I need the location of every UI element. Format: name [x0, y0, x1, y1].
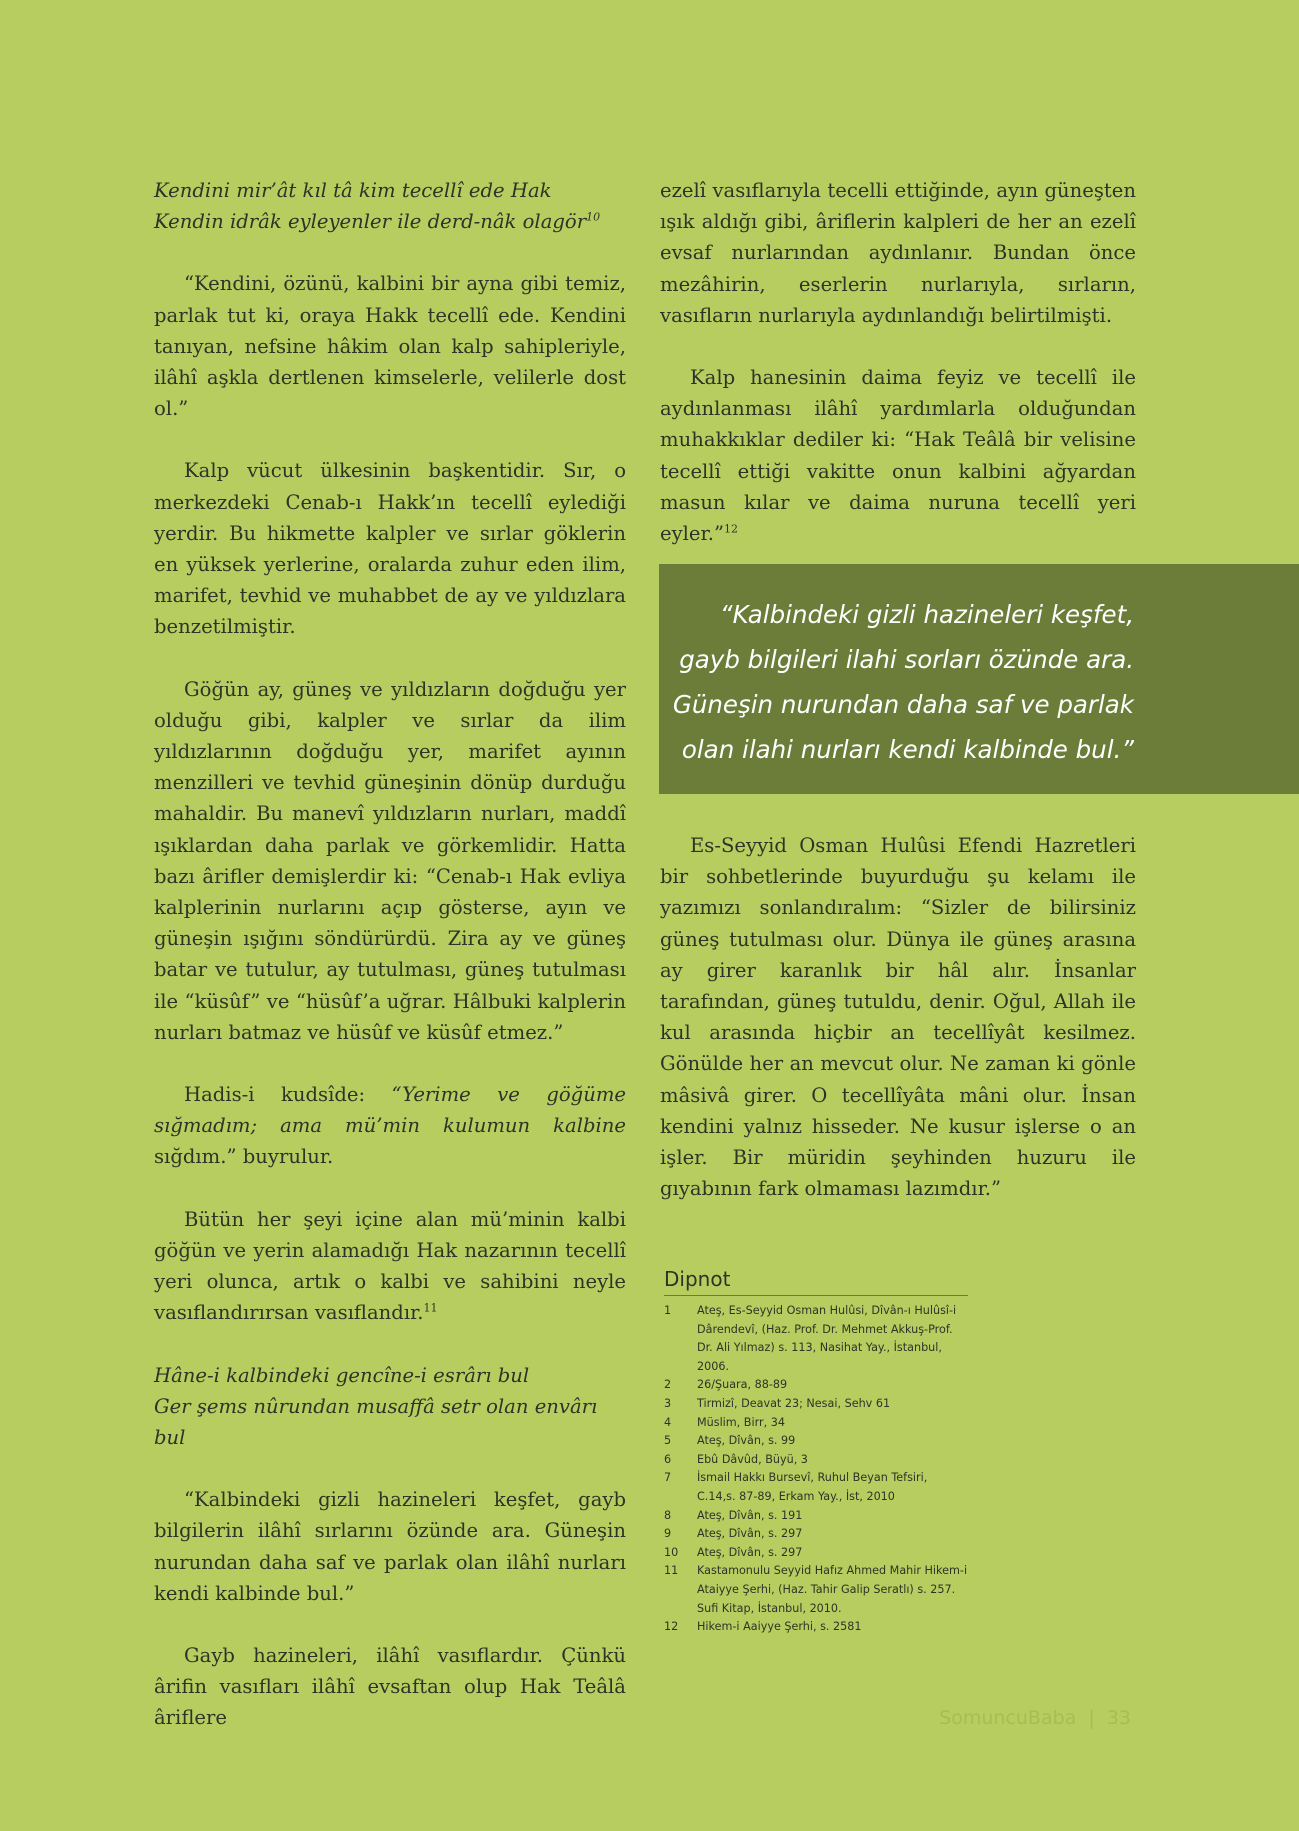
- footnote-item: [664, 1618, 968, 1637]
- footnote-text: Kastamonulu Seyyid Hafız Ahmed Mahir Hikem-i Ataiyye Şerhi, (Haz. Tahir Galip Seratlı) s. 257. Sufi Kitap, İstanbul, 2010.: [697, 1564, 968, 1615]
- paragraph: Bütün her şeyi içine alan mü’minin kalbi göğün ve yerin alamadığı Hak nazarının tecellî yeri olunca, artık o kalbi ve sahibini neyle vasıflandırırsan vasıflandır.$^{11}$: [154, 1207, 626, 1325]
- footnotes-title: Dipnot: [664, 1267, 968, 1296]
- footnote-number: 4: [664, 1415, 672, 1429]
- footnote-number: 2: [664, 1378, 672, 1392]
- footnote-item: [664, 1414, 968, 1433]
- footnotes-list: [664, 1302, 968, 1637]
- footnote-item: [664, 1525, 968, 1544]
- footnote-item: [664, 1376, 968, 1395]
- footnote-text: Ateş, Dîvân, s. 297: [697, 1527, 803, 1541]
- footnote-item: [664, 1544, 968, 1563]
- verse-line: Kendin idrâk eyleyenler ile derd-nâk olagör$^{10}$: [154, 210, 601, 234]
- footnote-text: Ebû Dâvûd, Büyü, 3: [697, 1452, 808, 1466]
- footnote-number: 5: [664, 1434, 672, 1448]
- separator: |: [1088, 1707, 1095, 1729]
- footnote-item: [664, 1469, 968, 1506]
- footnote-text: Hikem-i Aaiyye Şerhi, s. 2581: [697, 1620, 862, 1634]
- magazine-name: SomuncuBaba: [939, 1707, 1077, 1729]
- pull-quote: [659, 564, 1299, 794]
- pull-quote-line: gayb bilgileri ilahi sorları özünde ara.: [679, 645, 1134, 674]
- footnote-number: 11: [664, 1564, 679, 1578]
- footnote-text: Ateş, Dîvân, s. 191: [697, 1508, 803, 1522]
- footnote-number: 1: [664, 1304, 672, 1317]
- footnote-ref: 10: [586, 210, 601, 224]
- verse-line: Ger şems nûrundan musaffâ setr olan envârı bul: [154, 1394, 598, 1449]
- verse-line: Hâne-i kalbindeki gencîne-i esrârı bul: [154, 1363, 530, 1387]
- page-footer: [939, 1707, 1131, 1729]
- verse-line: Kendini mir’ât kıl tâ kim tecellî ede Hak: [154, 179, 552, 202]
- page-number: 33: [1106, 1707, 1131, 1729]
- pull-quote-line: Güneşin nurundan daha saf ve parlak: [672, 690, 1134, 719]
- footnote-text: Ateş, Es-Seyyid Osman Hulûsi, Dîvân-ı Hulûsî-i Dârendevî, (Haz. Prof. Dr. Mehmet Akkuş-Prof. Dr. Ali Yılmaz) s. 113, Nasihat Yay., İstanbul, 2006.: [697, 1304, 957, 1373]
- footnote-text: İsmail Hakkı Bursevî, Ruhul Beyan Tefsiri, C.14,s. 87-89, Erkam Yay., İst, 2010: [697, 1471, 928, 1503]
- paragraph: Hadis-i kudsîde: “Yerime ve göğüme sığmadım; ama mü’min kulumun kalbine sığdım.” buyrulur.: [154, 1083, 627, 1169]
- footnote-number: 12: [664, 1620, 679, 1634]
- footnote-item: [664, 1432, 968, 1451]
- footnote-text: Müslim, Birr, 34: [697, 1415, 785, 1429]
- footnote-text: Tirmizî, Deavat 23; Nesai, Sehv 61: [697, 1396, 891, 1410]
- footnote-number: 7: [664, 1471, 672, 1485]
- footnote-text: Ateş, Dîvân, s. 99: [697, 1434, 796, 1448]
- hadith-quote: “Yerime ve göğüme sığmadım; ama mü’min kulumun kalbine: [154, 1083, 627, 1138]
- pull-quote-text: [659, 592, 1134, 772]
- paragraph: Göğün ay, güneş ve yıldızların doğduğu yer olduğu gibi, kalpler ve sırlar da ilim yıldızlarının doğduğu yer, marifet ayının menzilleri ve tevhid güneşinin dönüp durduğu mahaldir. Bu manevî yıldızların nurları, maddî ışıklardan daha parlak ve görkemlidir. Hatta bazı ârifler demişlerdir ki: “Cenab-ı Hak evliya kalplerinin nurlarını açıp gösterse, ayın ve güneşin ışığını söndürürdü. Zira ay ve güneş batar ve tutulur, ay tutulması, güneş tutulması ile “küsûf” ve “hüsûf’a uğrar. Hâlbuki kalplerin nurları batmaz ve hüsûf ve küsûf etmez.”: [154, 677, 626, 1044]
- paragraph: “Kendini, özünü, kalbini bir ayna gibi temiz, parlak tut ki, oraya Hakk tecellî ede. Kendini tanıyan, nefsine hâkim olan kalp sahipleriyle, ilâhî aşkla dertlenen kimselerle, velilerle dost ol.”: [154, 272, 626, 421]
- paragraph: Kalp vücut ülkesinin başkentidir. Sır, o merkezdeki Cenab-ı Hakk’ın tecellî eylediği yerdir. Bu hikmette kalpler ve sırlar göklerin en yüksek yerlerine, oralarda zuhur eden ilim, marifet, tevhid ve muhabbet de ay ve yıldızlara benzetilmiştir.: [154, 459, 626, 639]
- left-column: [154, 175, 626, 1734]
- pull-quote-line: “Kalbindeki gizli hazineleri keşfet,: [719, 600, 1134, 629]
- footnote-number: 6: [664, 1452, 672, 1466]
- right-column-lower: [660, 830, 1136, 1204]
- footnote-item: [664, 1562, 968, 1618]
- footnote-text: 26/Şuara, 88-89: [697, 1378, 788, 1392]
- footnote-item: [664, 1451, 968, 1470]
- footnote-number: 9: [664, 1527, 672, 1541]
- footnote-number: 10: [664, 1545, 679, 1559]
- paragraph: Kalp hanesinin daima feyiz ve tecellî ile aydınlanması ilâhî yardımlarla olduğundan muhakkıklar dediler ki: “Hak Teâlâ bir velisine tecellî ettiği vakitte onun kalbini ağyardan masun kılar ve daima nuruna tecellî yeri eyler.”$^{12}$: [660, 366, 1136, 546]
- footnote-item: [664, 1507, 968, 1526]
- footnotes: [664, 1267, 968, 1637]
- paragraph: ezelî vasıflarıyla tecelli ettiğinde, ayın güneşten ışık aldığı gibi, âriflerin kalpleri de her an ezelî evsaf nurlarından aydınlanır. Bundan önce mezâhirin, eserlerin nurlarıyla, sırların, vasıfların nurlarıyla aydınlandığı belirtilmişti.: [660, 179, 1136, 327]
- footnote-item: [664, 1302, 968, 1376]
- footnote-number: 3: [664, 1396, 672, 1410]
- footnote-item: [664, 1395, 968, 1414]
- footnote-ref: 12: [724, 522, 738, 536]
- footnote-number: 8: [664, 1508, 672, 1522]
- paragraph: Es-Seyyid Osman Hulûsi Efendi Hazretleri bir sohbetlerinde buyurduğu şu kelamı ile yazımızı sonlandıralım: “Sizler de bilirsiniz güneş tutulması olur. Dünya ile güneş arasına ay girer karanlık bir hâl alır. İnsanlar tarafından, güneş tutuldu, denir. Oğul, Allah ile kul arasında hiçbir an tecellîyât kesilmez. Gönülde her an mevcut olur. Ne zaman ki gönle mâsivâ girer. O tecellîyâta mâni olur. İnsan kendini yalnız hisseder. Ne kusur işlerse o an işler. Bir müridin şeyhinden huzuru ile gıyabının fark olmaması lazımdır.”: [660, 834, 1136, 1201]
- pull-quote-line: olan ilahi nurları kendi kalbinde bul.”: [681, 735, 1134, 764]
- paragraph: Gayb hazineleri, ilâhî vasıflardır. Çünkü ârifin vasıfları ilâhî evsaftan olup Hak Teâlâ âriflere: [154, 1643, 626, 1730]
- paragraph: “Kalbindeki gizli hazineleri keşfet, gayb bilgilerin ilâhî sırlarını özünde ara. Güneşin nurundan daha saf ve parlak olan ilâhî nurları kendi kalbinde bul.”: [154, 1488, 626, 1605]
- footnote-ref: 11: [423, 1301, 438, 1315]
- footnote-text: Ateş, Dîvân, s. 297: [697, 1545, 803, 1559]
- right-column: [660, 175, 1136, 549]
